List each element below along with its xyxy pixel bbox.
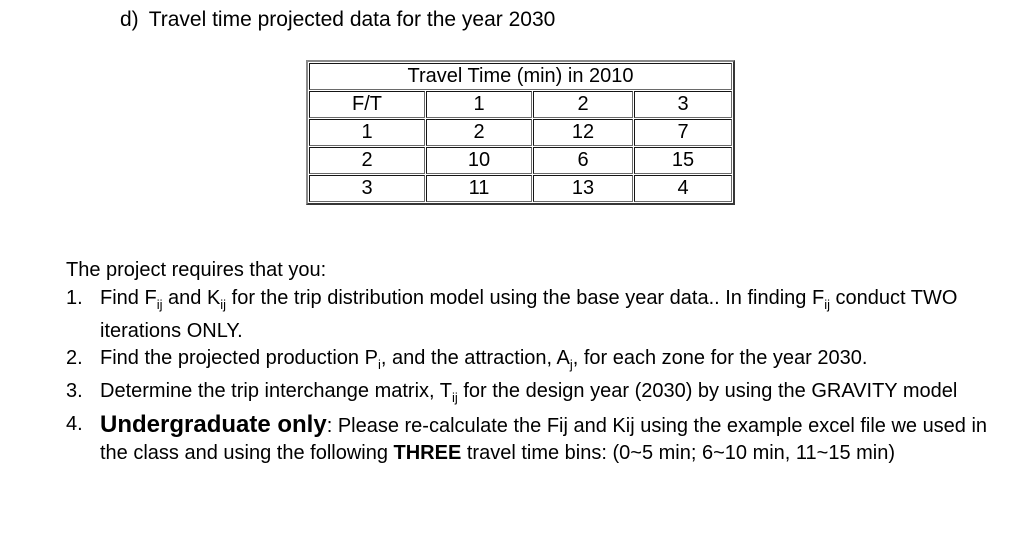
list-item bbox=[66, 411, 1006, 467]
header-cell: F/T bbox=[309, 91, 425, 118]
subscript: ij bbox=[156, 297, 163, 312]
table-title: Travel Time (min) in 2010 bbox=[309, 63, 732, 90]
table-cell: 12 bbox=[533, 119, 633, 146]
item-emphasis: THREE bbox=[393, 442, 462, 464]
row-label-cell: 3 bbox=[309, 175, 425, 202]
travel-time-table-container bbox=[306, 60, 735, 205]
item-text: for the trip distribution model using the base year data.. In finding F bbox=[226, 287, 825, 309]
item-text: , and the attraction, A bbox=[380, 347, 570, 369]
item-number: 1. bbox=[66, 287, 83, 309]
item-text: , for each zone for the year 2030. bbox=[572, 347, 868, 369]
table-cell: 11 bbox=[426, 175, 532, 202]
row-label-cell: 1 bbox=[309, 119, 425, 146]
subscript: j bbox=[569, 357, 573, 372]
section-label: d) bbox=[120, 8, 139, 31]
item-emphasis: Undergraduate only bbox=[100, 411, 327, 438]
item-text: conduct TWO iterations ONLY. bbox=[100, 287, 958, 342]
item-text: travel time bins: (0~5 min; 6~10 min, 11~15 min) bbox=[461, 442, 896, 464]
item-number: 3. bbox=[66, 380, 83, 402]
item-text: Determine the trip interchange matrix, T bbox=[100, 380, 453, 402]
list-item bbox=[66, 285, 1006, 345]
table-title-row bbox=[309, 63, 732, 90]
table-header-row bbox=[309, 91, 732, 118]
list-item bbox=[66, 345, 1006, 378]
row-label-cell: 2 bbox=[309, 147, 425, 174]
item-text: for the design year (2030) by using the GRAVITY model bbox=[457, 380, 958, 402]
subscript: ij bbox=[824, 297, 830, 312]
table-cell: 15 bbox=[634, 147, 732, 174]
item-text: : Please re-calculate the Fij and Kij using the example excel file we used in the class and using the following bbox=[100, 415, 988, 464]
header-cell: 1 bbox=[426, 91, 532, 118]
table-row bbox=[309, 147, 732, 174]
table-cell: 4 bbox=[634, 175, 732, 202]
header-cell: 2 bbox=[533, 91, 633, 118]
travel-time-table bbox=[306, 60, 735, 205]
table-cell: 6 bbox=[533, 147, 633, 174]
item-text: Find the projected production P bbox=[100, 347, 378, 369]
table-cell: 13 bbox=[533, 175, 633, 202]
table-cell: 10 bbox=[426, 147, 532, 174]
subscript: ij bbox=[452, 390, 458, 405]
section-heading bbox=[120, 8, 565, 32]
item-number: 4. bbox=[66, 413, 83, 435]
list-item bbox=[66, 378, 1006, 411]
table-row bbox=[309, 175, 732, 202]
table-cell: 7 bbox=[634, 119, 732, 146]
table-cell: 2 bbox=[426, 119, 532, 146]
subscript: ij bbox=[220, 297, 227, 312]
table-row bbox=[309, 119, 732, 146]
item-number: 2. bbox=[66, 347, 83, 369]
project-intro: The project requires that you: bbox=[66, 259, 327, 281]
header-cell: 3 bbox=[634, 91, 732, 118]
requirements-list bbox=[66, 285, 1006, 467]
section-title: Travel time projected data for the year 2030 bbox=[148, 8, 556, 31]
item-text: Find F bbox=[100, 287, 157, 309]
item-text: and K bbox=[162, 287, 221, 309]
subscript: i bbox=[377, 357, 381, 372]
